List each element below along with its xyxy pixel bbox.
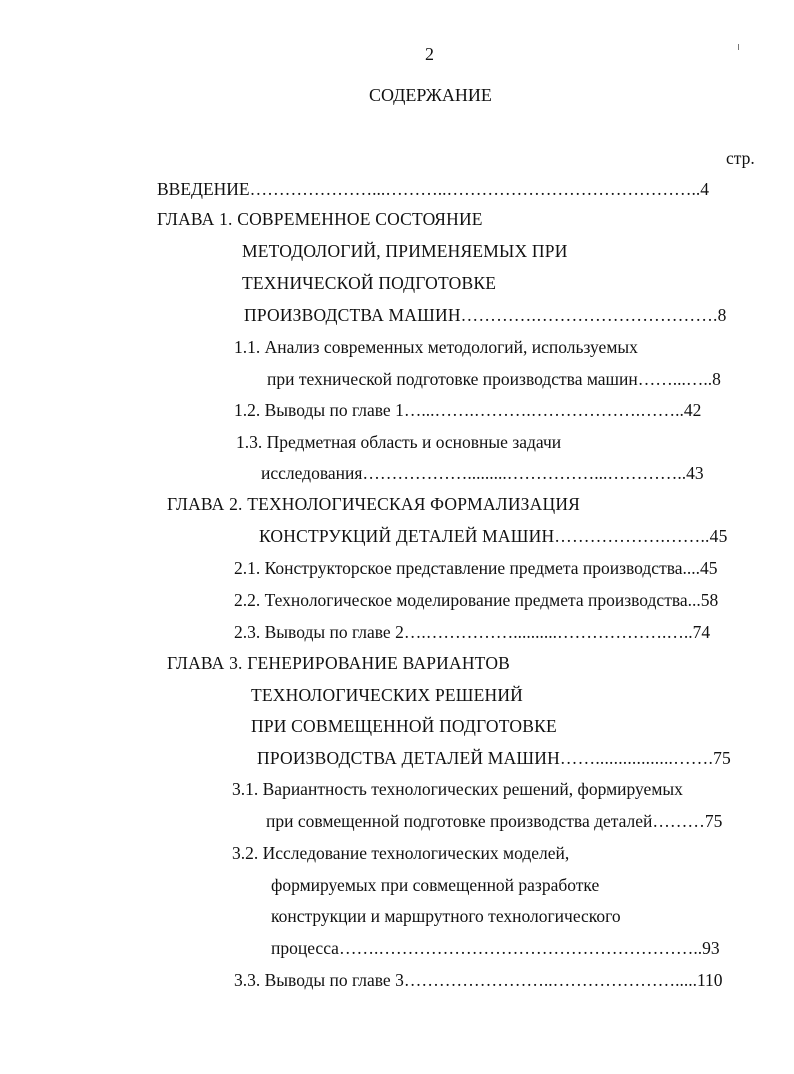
toc-entry-3-2-line-4: процесса…….………………………………………………..93: [271, 938, 720, 958]
toc-entry-introduction: ВВЕДЕНИЕ…………………...………..……………………………………..4: [157, 179, 710, 199]
toc-entry-1-3-line-2: исследования……………….........……………...…………..43: [261, 463, 704, 483]
toc-chapter-1-line-2: МЕТОДОЛОГИЙ, ПРИМЕНЯЕМЫХ ПРИ: [242, 241, 568, 261]
toc-entry-1-3-line-1: 1.3. Предметная область и основные задачи: [236, 432, 562, 452]
toc-chapter-3-line-4: ПРОИЗВОДСТВА ДЕТАЛЕЙ МАШИН…….................…….75: [257, 748, 731, 768]
toc-entry-3-2-line-2: формируемых при совмещенной разработке: [271, 875, 600, 895]
toc-entry-1-1-line-2: при технической подготовке производства машин……...…..8: [267, 369, 721, 389]
toc-entry-2-2: 2.2. Технологическое моделирование предмета производства...58: [234, 590, 719, 610]
toc-chapter-3-line-3: ПРИ СОВМЕЩЕННОЙ ПОДГОТОВКЕ: [251, 716, 557, 736]
toc-entry-3-2-line-3: конструкции и маршрутного технологического: [271, 906, 621, 926]
toc-entry-3-3: 3.3. Выводы по главе 3……………………..………………….....110: [234, 970, 723, 990]
toc-entry-1-2: 1.2. Выводы по главе 1…...…….……….……………….……..42: [234, 400, 702, 420]
toc-chapter-1-line-3: ТЕХНИЧЕСКОЙ ПОДГОТОВКЕ: [242, 273, 497, 293]
page-column-label: стр.: [726, 148, 755, 168]
toc-entry-3-2-line-1: 3.2. Исследование технологических моделей,: [232, 843, 570, 863]
toc-chapter-3-line-1: ГЛАВА 3. ГЕНЕРИРОВАНИЕ ВАРИАНТОВ: [167, 653, 511, 673]
toc-chapter-1-line-4: ПРОИЗВОДСТВА МАШИН………….………………………….8: [244, 305, 727, 325]
page-number: 2: [425, 44, 434, 64]
toc-entry-3-1-line-1: 3.1. Вариантность технологических решений, формируемых: [232, 779, 683, 799]
page-title: СОДЕРЖАНИЕ: [369, 85, 492, 105]
toc-chapter-1-line-1: ГЛАВА 1. СОВРЕМЕННОЕ СОСТОЯНИЕ: [157, 209, 483, 229]
toc-chapter-2-line-1: ГЛАВА 2. ТЕХНОЛОГИЧЕСКАЯ ФОРМАЛИЗАЦИЯ: [167, 494, 581, 514]
toc-entry-2-3: 2.3. Выводы по главе 2….……………..........……………….…..74: [234, 622, 711, 642]
toc-chapter-3-line-2: ТЕХНОЛОГИЧЕСКИХ РЕШЕНИЙ: [251, 685, 524, 705]
toc-entry-3-1-line-2: при совмещенной подготовке производства деталей………75: [266, 811, 723, 831]
scan-mark: [738, 44, 739, 50]
toc-chapter-2-line-2: КОНСТРУКЦИЙ ДЕТАЛЕЙ МАШИН……………….……..45: [259, 526, 728, 546]
toc-entry-1-1-line-1: 1.1. Анализ современных методологий, используемых: [234, 337, 638, 357]
toc-entry-2-1: 2.1. Конструкторское представление предмета производства....45: [234, 558, 718, 578]
